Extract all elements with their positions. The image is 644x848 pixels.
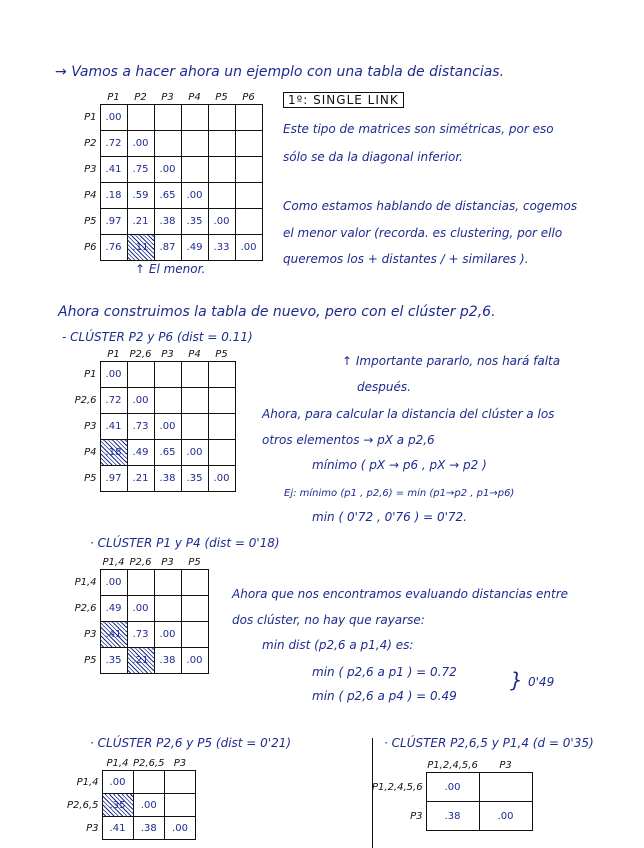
column-header: P2,6,5: [133, 757, 165, 769]
table-cell: [154, 596, 181, 622]
table-cell: .00: [208, 466, 235, 492]
table-row: [78, 105, 262, 131]
table-cell: .73: [127, 414, 154, 440]
table-cell: .35: [181, 209, 208, 235]
table-cell: .00: [181, 648, 208, 674]
table-cell: [208, 440, 235, 466]
table-cell: .21: [127, 209, 154, 235]
table-row: [78, 183, 262, 209]
row-label: P5: [84, 216, 97, 227]
table-cell: .97: [100, 466, 127, 492]
distance-matrix-step1: [74, 347, 236, 492]
row-label: P1,4: [74, 577, 97, 588]
step2-explain-3: min dist (p2,6 a p1,4) es:: [262, 638, 414, 652]
table-cell: .38: [133, 817, 164, 840]
row-label: P2,6: [74, 603, 97, 614]
table-cell: [181, 570, 208, 596]
table-cell: .59: [127, 183, 154, 209]
table-cell: .00: [181, 440, 208, 466]
table-cell: .00: [154, 414, 181, 440]
row-label: P1,4: [76, 776, 99, 788]
table-cell: [235, 157, 262, 183]
column-header: P3: [164, 756, 195, 771]
table-cell: .38: [154, 648, 181, 674]
step2-title: · CLÚSTER P1 y P4 (dist = 0'18): [90, 536, 280, 550]
column-header: P1,4: [100, 555, 127, 570]
important-note-2: después.: [357, 380, 411, 394]
intro-text: Vamos a hacer ahora un ejemplo con una tabla de distancias.: [71, 64, 505, 80]
cluster-note-1: Como estamos hablando de distancias, cogemos: [283, 199, 578, 213]
column-header: P2,6: [127, 347, 154, 362]
sym-note-1: Este tipo de matrices son simétricas, por eso: [283, 122, 554, 136]
table-cell: .00: [154, 157, 181, 183]
table-cell: .00: [102, 771, 133, 794]
distance-matrix-step4: [372, 758, 533, 831]
row-label: P3: [84, 421, 97, 432]
table-row: [78, 157, 262, 183]
table-row: [74, 440, 235, 466]
column-header: P4: [181, 90, 208, 105]
table-cell: [181, 414, 208, 440]
table-cell: [154, 105, 181, 131]
table-cell: .41: [102, 817, 133, 840]
table-row: [60, 794, 195, 817]
column-header: P1,2,4,5,6: [427, 759, 478, 771]
row-label: P2,6: [74, 395, 97, 406]
table-cell: .75: [127, 157, 154, 183]
row-label: P4: [84, 447, 97, 458]
table-cell: .00: [235, 235, 262, 261]
table-cell: .00: [133, 794, 164, 817]
table-cell: .18: [100, 183, 127, 209]
single-link-label: 1º: SINGLE LINK: [283, 92, 404, 108]
table-cell: .41: [100, 622, 127, 648]
table-cell: [208, 157, 235, 183]
column-header: P3: [479, 758, 532, 773]
row-label: P4: [84, 190, 97, 201]
table-cell: .38: [154, 466, 181, 492]
row-label: P1: [84, 112, 97, 123]
row-label: P5: [84, 473, 97, 484]
table-cell: [479, 773, 532, 802]
table-row: [74, 648, 208, 674]
step1-explain-1: Ahora, para calcular la distancia del clúster a los: [262, 407, 555, 421]
table-row: [74, 362, 235, 388]
table-cell: .35: [100, 648, 127, 674]
row-label: P5: [84, 655, 97, 666]
table-row: [60, 817, 195, 840]
step2-result: }: [510, 668, 523, 692]
table-cell: .35: [181, 466, 208, 492]
min-note: ↑ El menor.: [135, 262, 206, 276]
table-cell: [154, 570, 181, 596]
table-cell: [208, 105, 235, 131]
table-cell: [164, 794, 195, 817]
row-label: P3: [410, 810, 423, 822]
table-cell: .18: [100, 440, 127, 466]
distance-matrix-step3: [60, 756, 196, 840]
table-cell: .33: [208, 235, 235, 261]
column-header: P1: [100, 90, 127, 105]
rebuild-line: Ahora construimos la tabla de nuevo, pero con el clúster p2,6.: [58, 304, 496, 320]
column-header: P3: [154, 90, 181, 105]
table-cell: .38: [154, 209, 181, 235]
column-header: P5: [208, 90, 235, 105]
table-cell: [181, 362, 208, 388]
table-row: [372, 773, 532, 802]
row-label: P2: [84, 138, 97, 149]
step1-explain-2: otros elementos → pX a p2,6: [262, 433, 435, 447]
column-header: P6: [235, 90, 262, 105]
table-cell: .00: [100, 362, 127, 388]
row-label: P6: [84, 242, 97, 253]
row-label: P2,6,5: [67, 799, 99, 811]
table-cell: .00: [181, 183, 208, 209]
table-cell: [208, 414, 235, 440]
table-cell: .11: [127, 235, 154, 261]
important-note-1: ↑ Importante pararlo, nos hará falta: [342, 354, 561, 368]
table-cell: .49: [181, 235, 208, 261]
column-header: P2,6: [127, 555, 154, 570]
column-header: P3: [154, 555, 181, 570]
step4-title: · CLÚSTER P2,6,5 y P1,4 (d = 0'35): [384, 736, 594, 750]
table-cell: .76: [100, 235, 127, 261]
table-cell: [164, 771, 195, 794]
table-cell: [154, 131, 181, 157]
table-cell: [154, 388, 181, 414]
step1-explain-3: mínimo ( pX → p6 , pX → p2 ): [312, 458, 487, 472]
table-cell: [181, 131, 208, 157]
sym-note-2: sólo se da la diagonal inferior.: [283, 150, 463, 164]
step3-title: · CLÚSTER P2,6 y P5 (dist = 0'21): [90, 736, 292, 750]
table-cell: .87: [154, 235, 181, 261]
step1-explain-5: min ( 0'72 , 0'76 ) = 0'72.: [312, 510, 467, 524]
column-header: P5: [208, 347, 235, 362]
table-row: [74, 596, 208, 622]
table-cell: .49: [127, 440, 154, 466]
table-cell: [235, 183, 262, 209]
table-row: [78, 235, 262, 261]
table-cell: [181, 388, 208, 414]
step2-explain-5: min ( p2,6 a p4 ) = 0.49: [312, 689, 457, 703]
table-cell: .65: [154, 440, 181, 466]
table-cell: [181, 105, 208, 131]
table-cell: .41: [100, 157, 127, 183]
table-row: [74, 388, 235, 414]
table-cell: .00: [100, 105, 127, 131]
table-row: [372, 802, 532, 831]
table-cell: [235, 131, 262, 157]
table-cell: [208, 388, 235, 414]
table-row: [74, 622, 208, 648]
table-cell: .00: [127, 131, 154, 157]
row-label: P3: [86, 822, 99, 834]
table-cell: [235, 209, 262, 235]
table-cell: [181, 596, 208, 622]
table-cell: .72: [100, 388, 127, 414]
step1-title: - CLÚSTER P2 y P6 (dist = 0.11): [62, 330, 253, 344]
table-cell: .73: [127, 622, 154, 648]
table-cell: .35: [102, 794, 133, 817]
table-cell: .00: [164, 817, 195, 840]
table-cell: .21: [127, 466, 154, 492]
table-cell: [154, 362, 181, 388]
table-row: [74, 414, 235, 440]
table-cell: [208, 362, 235, 388]
table-cell: .00: [479, 802, 532, 831]
table-cell: .41: [100, 414, 127, 440]
table-cell: .72: [100, 131, 127, 157]
step2-explain-2: dos clúster, no hay que rayarse:: [232, 613, 425, 627]
arrow-icon: →: [55, 64, 67, 80]
step2-result-value: 0'49: [528, 675, 555, 689]
column-header: P5: [181, 555, 208, 570]
row-label: P1: [84, 369, 97, 380]
cluster-note-3: queremos los + distantes / + similares ).: [283, 252, 529, 266]
table-row: [78, 131, 262, 157]
cluster-note-2: el menor valor (recorda. es clustering, por ello: [283, 226, 563, 240]
table-row: [60, 771, 195, 794]
table-row: [78, 209, 262, 235]
table-cell: .49: [100, 596, 127, 622]
column-header: P4: [181, 347, 208, 362]
table-row: [74, 570, 208, 596]
column-header: P2: [127, 90, 154, 105]
row-label: P3: [84, 164, 97, 175]
table-cell: .38: [426, 802, 479, 831]
table-cell: [127, 362, 154, 388]
distance-matrix-initial: [78, 90, 263, 261]
row-label: P3: [84, 629, 97, 640]
step2-explain-4: min ( p2,6 a p1 ) = 0.72: [312, 665, 457, 679]
table-cell: .00: [127, 388, 154, 414]
table-cell: [181, 622, 208, 648]
intro-line: [55, 64, 504, 80]
distance-matrix-step2: [74, 555, 209, 674]
table-cell: [127, 105, 154, 131]
table-cell: .97: [100, 209, 127, 235]
table-cell: .65: [154, 183, 181, 209]
table-cell: [133, 771, 164, 794]
table-cell: .21: [127, 648, 154, 674]
table-cell: [127, 570, 154, 596]
table-cell: .00: [426, 773, 479, 802]
step1-explain-4: Ej: mínimo (p1 , p2,6) = min (p1→p2 , p1→p6): [284, 488, 515, 499]
table-cell: .00: [100, 570, 127, 596]
column-header: P1,4: [102, 756, 133, 771]
table-cell: [235, 105, 262, 131]
column-header: P3: [154, 347, 181, 362]
table-cell: [181, 157, 208, 183]
table-cell: [208, 183, 235, 209]
table-cell: .00: [154, 622, 181, 648]
table-row: [74, 466, 235, 492]
step2-explain-1: Ahora que nos encontramos evaluando distancias entre: [232, 587, 569, 601]
table-cell: .00: [208, 209, 235, 235]
column-header: P1: [100, 347, 127, 362]
row-label: P1,2,4,5,6: [372, 781, 423, 793]
table-cell: [208, 131, 235, 157]
table-cell: .00: [127, 596, 154, 622]
